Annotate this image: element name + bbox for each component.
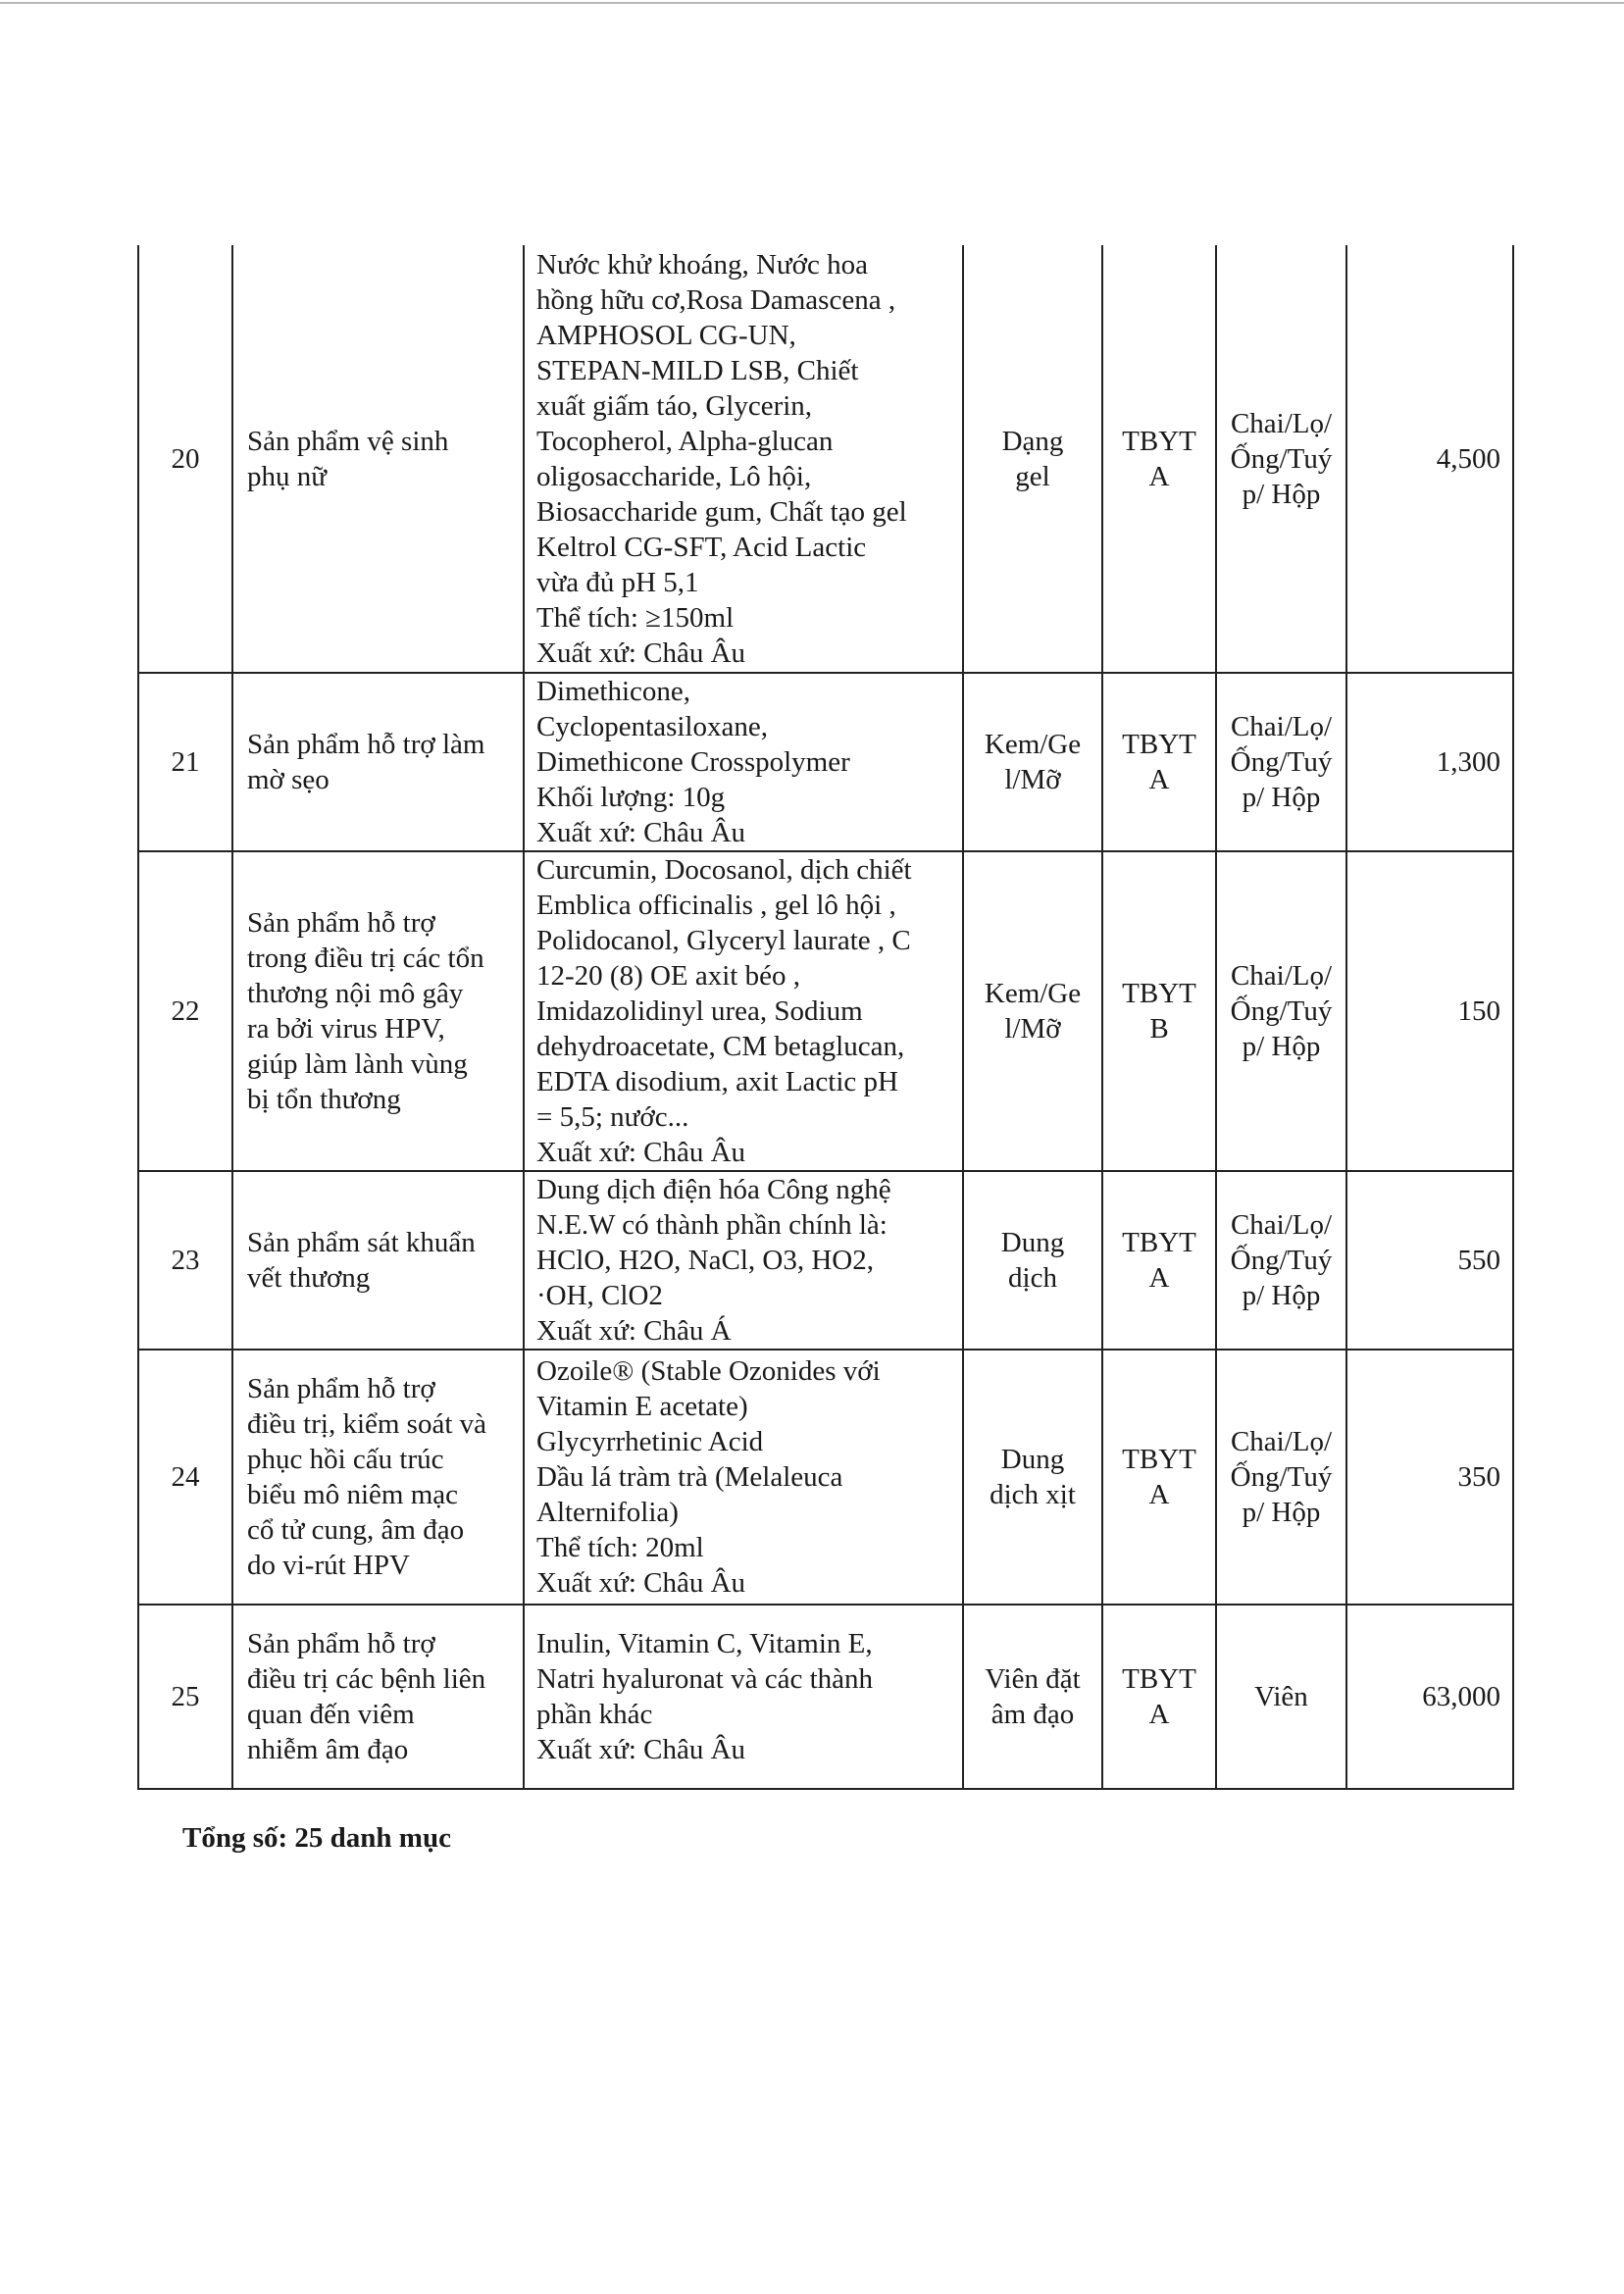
packaging-unit-cell (1216, 1350, 1346, 1605)
cell-line: gel (1015, 460, 1050, 492)
cell-line: p/ Hộp (1242, 1280, 1321, 1311)
cell-line: Chai/Lọ/ (1230, 407, 1333, 439)
cell-line: = 5,5; nước... (536, 1101, 689, 1133)
cell-line: nhiễm âm đạo (247, 1734, 409, 1765)
cell-line: Dung (1000, 1444, 1065, 1475)
product-name-cell (232, 1605, 524, 1789)
cell-line: Ống/Tuý (1230, 746, 1333, 778)
row-number: 23 (138, 1171, 232, 1350)
cell-line: Dung (1000, 1227, 1065, 1258)
cell-line: phục hồi cấu trúc (247, 1444, 444, 1475)
cell-line: TBYT (1122, 425, 1196, 457)
packaging-unit-cell (1216, 1171, 1346, 1350)
cell-line: Xuất xứ: Châu Âu (536, 1137, 746, 1168)
cell-line: l/Mỡ (1004, 1013, 1061, 1045)
quantity-cell: 550 (1346, 1171, 1513, 1350)
dosage-form-cell (963, 1171, 1102, 1350)
cell-line: xuất giấm táo, Glycerin, (536, 389, 813, 422)
quantity-cell: 350 (1346, 1350, 1513, 1605)
cell-line: TBYT (1122, 1444, 1196, 1475)
cell-line: Dimethicone Crosspolymer (536, 746, 850, 778)
cell-line: Emblica officinalis , gel lô hội , (536, 890, 896, 921)
table-row (138, 1605, 1513, 1789)
cell-line: mờ sẹo (247, 764, 330, 795)
cell-line: Khối lượng: 10g (536, 782, 726, 813)
cell-line: Chai/Lọ/ (1230, 960, 1333, 992)
cell-line: dehydroacetate, CM betaglucan, (536, 1031, 905, 1062)
specification-cell (524, 673, 963, 851)
cell-line: Chai/Lọ/ (1230, 1209, 1333, 1241)
dosage-form-cell (963, 245, 1102, 673)
cell-line: biểu mô niêm mạc (247, 1479, 459, 1510)
cell-line: STEPAN-MILD LSB, Chiết (536, 354, 859, 386)
cell-line: Vitamin E acetate) (536, 1391, 748, 1422)
cell-line: cổ tử cung, âm đạo (247, 1514, 465, 1546)
cell-line: Ống/Tuý (1230, 1245, 1333, 1276)
cell-line: Dimethicone, (536, 676, 691, 707)
row-number: 22 (138, 851, 232, 1171)
table-row (138, 1171, 1513, 1350)
cell-line: dịch xịt (990, 1479, 1076, 1510)
cell-line: điều trị các bệnh liên (247, 1663, 486, 1695)
cell-line: Sản phẩm hỗ trợ làm (247, 729, 485, 760)
cell-line: Chai/Lọ/ (1230, 1426, 1333, 1457)
device-class-cell (1102, 1605, 1216, 1789)
quantity-cell: 1,300 (1346, 673, 1513, 851)
cell-line: B (1149, 1013, 1169, 1045)
cell-line: trong điều trị các tổn (247, 943, 484, 974)
device-class-cell (1102, 245, 1216, 673)
dosage-form-cell (963, 1605, 1102, 1789)
row-number: 20 (138, 245, 232, 673)
cell-line: Biosaccharide gum, Chất tạo gel (536, 495, 907, 528)
cell-line: p/ Hộp (1242, 782, 1321, 813)
cell-line: Ống/Tuý (1230, 1461, 1333, 1493)
dosage-form-cell (963, 851, 1102, 1171)
table-row (138, 673, 1513, 851)
product-table (137, 245, 1514, 1790)
cell-line: Xuất xứ: Châu Âu (536, 1567, 746, 1599)
cell-line: Kem/Ge (984, 978, 1082, 1009)
cell-line: Alternifolia) (536, 1497, 679, 1528)
cell-line: Sản phẩm hỗ trợ (247, 1628, 435, 1659)
device-class-cell (1102, 673, 1216, 851)
cell-line: Dung dịch điện hóa Công nghệ (536, 1174, 891, 1205)
dosage-form-cell (963, 1350, 1102, 1605)
cell-line: vết thương (247, 1262, 371, 1294)
cell-line: Natri hyaluronat và các thành (536, 1663, 874, 1695)
cell-line: TBYT (1122, 729, 1196, 760)
cell-line: Imidazolidinyl urea, Sodium (536, 995, 863, 1027)
cell-line: Thể tích: 20ml (536, 1532, 704, 1563)
total-count: Tổng số: 25 danh mục (182, 1822, 451, 1854)
cell-line: phần khác (536, 1699, 653, 1730)
cell-line: Viên đặt (985, 1663, 1081, 1695)
packaging-unit-cell (1216, 245, 1346, 673)
cell-line: ra bởi virus HPV, (247, 1013, 445, 1045)
cell-line: A (1148, 1479, 1170, 1510)
table-row (138, 1350, 1513, 1605)
cell-line: Sản phẩm sát khuẩn (247, 1227, 476, 1258)
cell-line: TBYT (1122, 978, 1196, 1009)
cell-line: 12-20 (8) OE axit béo , (536, 960, 800, 992)
cell-line: Viên (1254, 1681, 1308, 1712)
cell-line: Dạng (1001, 425, 1064, 457)
row-number: 24 (138, 1350, 232, 1605)
cell-line: EDTA disodium, axit Lactic pH (536, 1066, 898, 1097)
cell-line: âm đạo (990, 1699, 1075, 1730)
specification-cell (524, 1171, 963, 1350)
cell-line: p/ Hộp (1242, 478, 1321, 510)
specification-cell (524, 1605, 963, 1789)
cell-line: Xuất xứ: Châu Âu (536, 637, 746, 669)
packaging-unit-cell (1216, 673, 1346, 851)
cell-line: Dầu lá tràm trà (Melaleuca (536, 1461, 843, 1493)
specification-cell (524, 851, 963, 1171)
cell-line: Kem/Ge (984, 729, 1082, 760)
device-class-cell (1102, 851, 1216, 1171)
cell-line: Xuất xứ: Châu Âu (536, 1734, 746, 1765)
cell-line: A (1148, 1262, 1170, 1294)
cell-line: Nước khử khoáng, Nước hoa (536, 248, 868, 280)
cell-line: Ống/Tuý (1230, 995, 1333, 1027)
cell-line: Sản phẩm hỗ trợ (247, 1373, 435, 1404)
cell-line: TBYT (1122, 1227, 1196, 1258)
cell-line: thương nội mô gây (247, 978, 464, 1009)
product-name-cell (232, 851, 524, 1171)
cell-line: Xuất xứ: Châu Á (536, 1315, 732, 1347)
cell-line: Keltrol CG-SFT, Acid Lactic (536, 531, 867, 563)
cell-line: Sản phẩm vệ sinh (247, 425, 449, 457)
cell-line: A (1148, 1699, 1170, 1730)
cell-line: Thể tích: ≥150ml (536, 601, 735, 634)
device-class-cell (1102, 1350, 1216, 1605)
cell-line: TBYT (1122, 1663, 1196, 1695)
cell-line: dịch (1008, 1262, 1057, 1294)
cell-line: N.E.W có thành phần chính là: (536, 1209, 888, 1241)
cell-line: Tocopherol, Alpha-glucan (536, 425, 834, 457)
cell-line: Glycyrrhetinic Acid (536, 1426, 764, 1457)
cell-line: Polidocanol, Glyceryl laurate , C (536, 925, 911, 956)
cell-line: quan đến viêm (247, 1699, 415, 1730)
scan-border-line (0, 2, 1624, 4)
cell-line: Curcumin, Docosanol, dịch chiết (536, 854, 912, 886)
table-row (138, 851, 1513, 1171)
dosage-form-cell (963, 673, 1102, 851)
row-number: 25 (138, 1605, 232, 1789)
cell-line: p/ Hộp (1242, 1497, 1321, 1528)
specification-cell (524, 1350, 963, 1605)
cell-line: A (1148, 460, 1170, 492)
device-class-cell (1102, 1171, 1216, 1350)
quantity-cell: 4,500 (1346, 245, 1513, 673)
product-name-cell (232, 673, 524, 851)
cell-line: phụ nữ (247, 460, 327, 492)
cell-line: vừa đủ pH 5,1 (536, 566, 699, 598)
cell-line: oligosaccharide, Lô hội, (536, 460, 812, 492)
cell-line: do vi-rút HPV (247, 1550, 410, 1581)
cell-line: Ống/Tuý (1230, 442, 1333, 475)
product-name-cell (232, 1171, 524, 1350)
cell-line: hồng hữu cơ,Rosa Damascena , (536, 283, 896, 316)
cell-line: A (1148, 764, 1170, 795)
cell-line: Inulin, Vitamin C, Vitamin E, (536, 1628, 873, 1659)
cell-line: Chai/Lọ/ (1230, 711, 1333, 742)
cell-line: l/Mỡ (1004, 764, 1061, 795)
product-table-body (138, 245, 1513, 1789)
table-row (138, 245, 1513, 673)
cell-line: AMPHOSOL CG-UN, (536, 319, 796, 351)
cell-line: bị tổn thương (247, 1084, 401, 1115)
cell-line: HClO, H2O, NaCl, O3, HO2, (536, 1245, 874, 1276)
cell-line: p/ Hộp (1242, 1031, 1321, 1062)
packaging-unit-cell (1216, 1605, 1346, 1789)
cell-line: điều trị, kiểm soát và (247, 1408, 487, 1440)
quantity-cell: 63,000 (1346, 1605, 1513, 1789)
cell-line: Cyclopentasiloxane, (536, 711, 768, 742)
row-number: 21 (138, 673, 232, 851)
cell-line: Xuất xứ: Châu Âu (536, 817, 746, 848)
product-name-cell (232, 245, 524, 673)
specification-cell (524, 245, 963, 673)
cell-line: Ozoile® (Stable Ozonides với (536, 1355, 881, 1387)
cell-line: ·OH, ClO2 (536, 1280, 663, 1311)
quantity-cell: 150 (1346, 851, 1513, 1171)
product-name-cell (232, 1350, 524, 1605)
cell-line: giúp làm lành vùng (247, 1048, 468, 1080)
packaging-unit-cell (1216, 851, 1346, 1171)
cell-line: Sản phẩm hỗ trợ (247, 907, 435, 939)
